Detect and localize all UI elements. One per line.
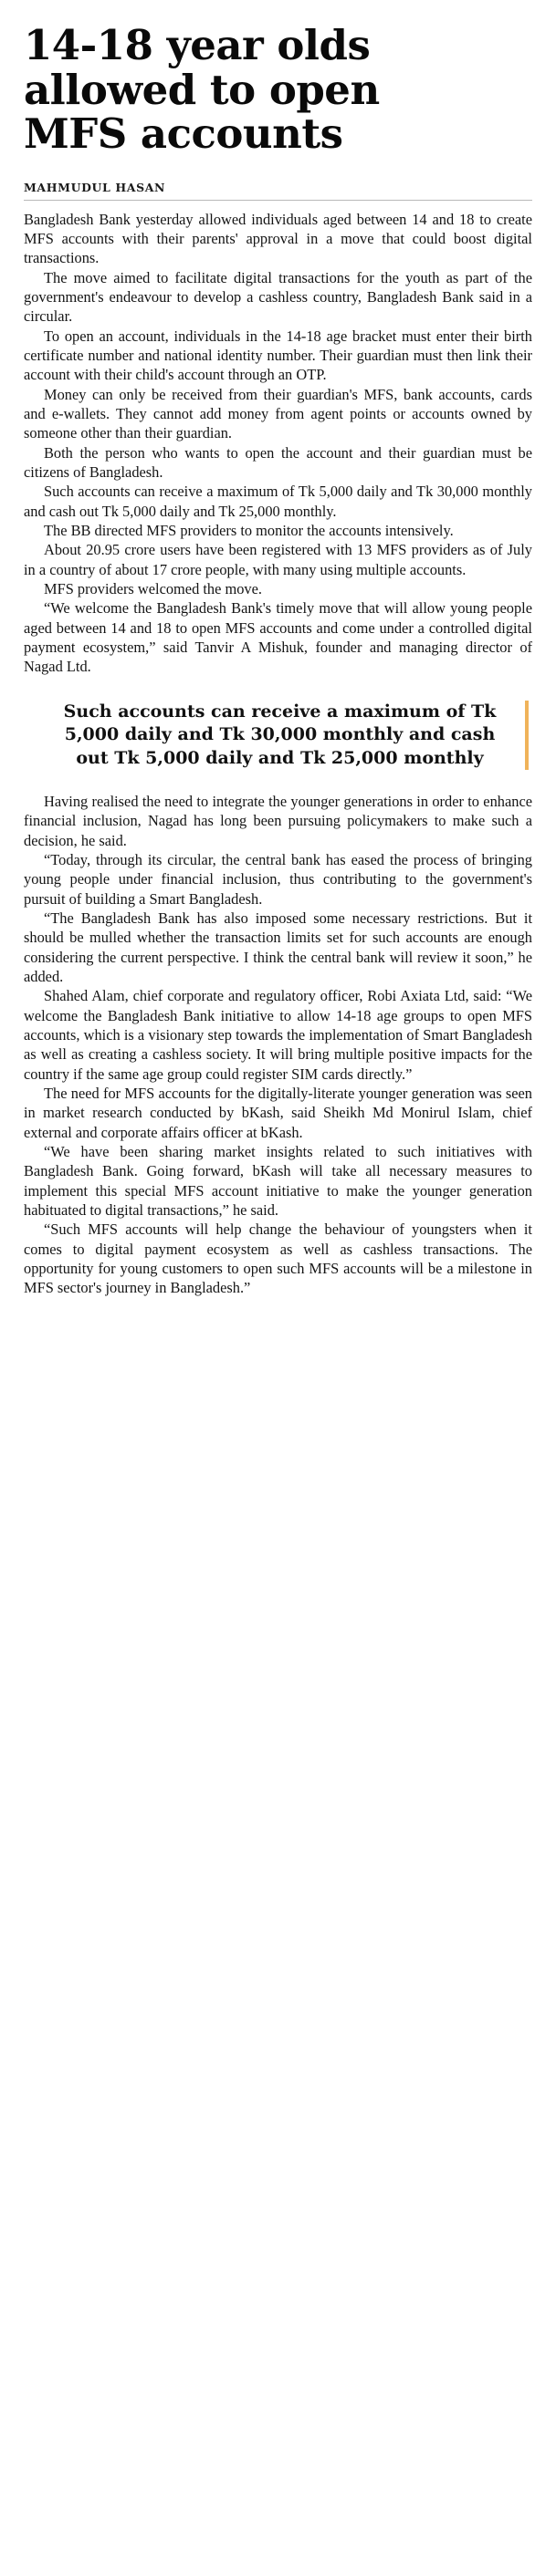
headline-line-2: allowed to open [24, 65, 380, 114]
byline: MAHMUDUL HASAN [24, 180, 166, 194]
article-paragraph: Shahed Alam, chief corporate and regulatory officer, Robi Axiata Ltd, said: “We welcome the Bangladesh Bank initiative to allow 14-18 age groups to open MFS accounts, which is a visionary step towards the implementation of Smart Bangladesh as well as creating a cashless society. It will bring multiple positive impacts for the country if the same age group could register SIM cards directly.” [24, 987, 532, 1083]
article-paragraph: Both the person who wants to open the account and their guardian must be citizens of Bangladesh. [24, 443, 532, 482]
headline-line-3: MFS accounts [24, 109, 343, 159]
article-paragraph: Such accounts can receive a maximum of Tk 5,000 daily and Tk 30,000 monthly and cash out Tk 5,000 daily and Tk 25,000 monthly. [24, 483, 532, 520]
article-paragraph: The move aimed to facilitate digital transactions for the youth as part of the government's endeavour to develop a cashless country, Bangladesh Bank said in a circular. [24, 268, 532, 326]
article-paragraph: “The Bangladesh Bank has also imposed some necessary restrictions. But it should be mulled whether the transaction limits set for such accounts are enough considering the current perspective. I think the central bank will review it soon,” he added. [24, 909, 532, 985]
article-paragraph: MFS providers welcomed the move. [44, 580, 262, 598]
article-paragraph: The BB directed MFS providers to monitor the accounts intensively. [44, 522, 454, 540]
article-paragraph: “We have been sharing market insights related to such initiatives with Bangladesh Bank. Going forward, bKash will take all necessary measures to implement this special MFS account initiative to make the younger generation habituated to digital transactions,” he said. [24, 1142, 532, 1219]
article-paragraph: “We welcome the Bangladesh Bank's timely move that will allow young people aged between 14 and 18 to open MFS accounts and come under a controlled digital payment ecosystem,” said Tanvir A Mishuk, founder and managing director of Nagad Ltd. [24, 599, 532, 676]
article-paragraph: Money can only be received from their guardian's MFS, bank accounts, cards and e-wallets. They cannot add money from agent points or accounts owned by someone other than their guardian. [24, 385, 532, 442]
article-paragraph: Having realised the need to integrate the younger generations in order to enhance financial inclusion, Nagad has long been pursuing policymakers to make such a decision, he said. [24, 793, 532, 849]
page-title [24, 21, 532, 159]
headline-line-1: 14-18 year olds [24, 21, 371, 69]
pullquote-accent-bar [525, 701, 529, 770]
pullquote-text: Such accounts can receive a maximum of Tk 5,000 daily and Tk 30,000 monthly and cash out Tk 5,000 daily and Tk 25,000 monthly [63, 701, 497, 768]
article-paragraph: The need for MFS accounts for the digitally-literate younger generation was seen in market research conducted by bKash, said Sheikh Md Monirul Islam, chief external and corporate affairs officer at bKash. [24, 1084, 532, 1141]
article-paragraph: “Today, through its circular, the central bank has eased the process of bringing young people under financial inclusion, thus contributing to the government's pursuit of building a Smart Bangladesh. [24, 851, 532, 908]
article-paragraph: To open an account, individuals in the 14-18 age bracket must enter their birth certificate number and national identity number. Their guardian must then link their account with their child's account through an OTP. [24, 327, 532, 384]
article-paragraph: Bangladesh Bank yesterday allowed individuals aged between 14 and 18 to create MFS accounts with their parents' approval in a move that could boost digital transactions. [24, 210, 532, 267]
article-paragraph: About 20.95 crore users have been registered with 13 MFS providers as of July in a country of about 17 crore people, with many using multiple accounts. [24, 541, 532, 578]
byline-divider [24, 200, 532, 201]
pullquote [24, 701, 532, 770]
article-paragraph: “Such MFS accounts will help change the behaviour of youngsters when it comes to digital payment ecosystem as well as cashless transactions. The opportunity for young customers to open such MFS accounts will be a milestone in MFS sector's journey in Bangladesh.” [24, 1220, 532, 1297]
